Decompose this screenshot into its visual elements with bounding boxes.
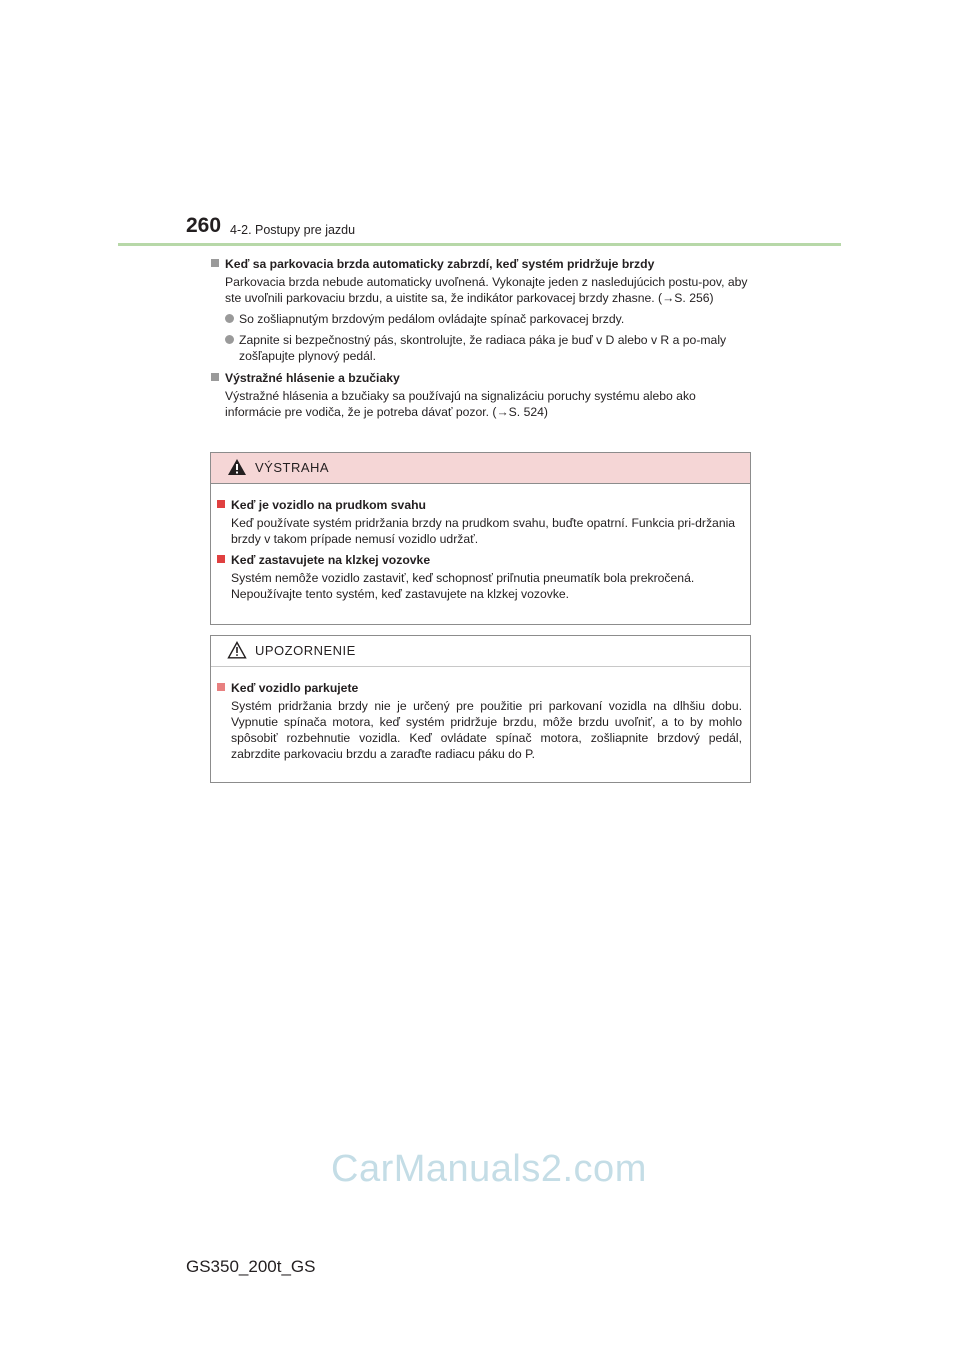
bullet-text: Zapnite si bezpečnostný pás, skontrolujte, že radiaca páka je buď v D alebo v R a po-maly zošľapujte plynový pedál. xyxy=(239,333,727,363)
page-number: 260 xyxy=(186,214,222,237)
square-bullet-icon xyxy=(211,373,219,381)
round-bullet-icon xyxy=(225,314,234,323)
section-heading-text: Keď sa parkovacia brzda automaticky zabrzdí, keď systém pridržuje brzdy xyxy=(225,257,655,271)
main-content xyxy=(211,256,751,420)
caution-body xyxy=(211,667,750,774)
header-divider xyxy=(118,243,841,246)
caution-triangle-icon xyxy=(227,641,247,659)
warning-heading-text: Keď je vozidlo na prudkom svahu xyxy=(231,498,426,512)
warning-body xyxy=(211,484,750,614)
caution-text: Systém pridržania brzdy nie je určený pre použitie pri parkovaní vozidla na dlhšiu dobu. Vypnutie spínača motora, keď systém pridržuje brzdu, môže brzdu uvoľniť, a to by mohlo spôsobiť rozbehnutie vozidla. Keď ovládate spínač motora, zošliapnite brzdový pedál, zabrzdite parkovaciu brzdu a zaraďte radiacu páku do P. xyxy=(231,699,742,761)
warning-triangle-icon xyxy=(227,458,247,476)
warning-heading xyxy=(217,552,742,568)
warning-text: Keď používate systém pridržania brzdy na prudkom svahu, buďte opatrní. Funkcia pri-držania brzdy v takom prípade nemusí vozidlo udržať. xyxy=(231,516,736,546)
caution-heading xyxy=(217,680,742,696)
warning-box xyxy=(210,452,751,625)
warning-heading-text: Keď zastavujete na klzkej vozovke xyxy=(231,553,431,567)
bullet-item xyxy=(211,332,751,364)
section-paragraph: Parkovacia brzda nebude automaticky uvoľnená. Vykonajte jeden z nasledujúcich postu-pov, aby ste uvoľnili parkovaciu brzdu, a uistite sa, že indikátor parkovacej brzdy zhasne. (→S. 256) xyxy=(225,275,748,305)
warning-heading xyxy=(217,497,742,513)
square-bullet-icon xyxy=(217,683,225,691)
section-heading-text: Výstražné hlásenie a bzučiaky xyxy=(225,371,400,385)
section-paragraph: Výstražné hlásenia a bzučiaky sa používajú na signalizáciu poruchy systému alebo ako informácie pre vodiča, že je potreba dávať pozor. (→S. 524) xyxy=(225,389,696,419)
section-title: 4-2. Postupy pre jazdu xyxy=(230,223,356,237)
warning-text: Systém nemôže vozidlo zastaviť, keď schopnosť priľnutia pneumatík bola prekročená. Nepoužívajte tento systém, keď zastavujete na klzkej vozovke. xyxy=(231,571,695,601)
bullet-item xyxy=(211,311,751,327)
caution-box xyxy=(210,635,751,783)
warning-label: VÝSTRAHA xyxy=(255,460,330,475)
square-bullet-icon xyxy=(217,500,225,508)
watermark: CarManuals2.com xyxy=(331,1148,647,1190)
section-heading-parking-brake xyxy=(211,256,751,272)
warning-header xyxy=(211,453,750,484)
caution-header xyxy=(211,636,750,667)
square-bullet-icon xyxy=(211,259,219,267)
bullet-text: So zošliapnutým brzdovým pedálom ovládajte spínač parkovacej brzdy. xyxy=(239,312,625,326)
caution-heading-text: Keď vozidlo parkujete xyxy=(231,681,359,695)
square-bullet-icon xyxy=(217,555,225,563)
section-heading-warnings xyxy=(211,370,751,386)
caution-label: UPOZORNENIE xyxy=(255,643,356,658)
model-code: GS350_200t_GS xyxy=(186,1257,316,1276)
round-bullet-icon xyxy=(225,335,234,344)
